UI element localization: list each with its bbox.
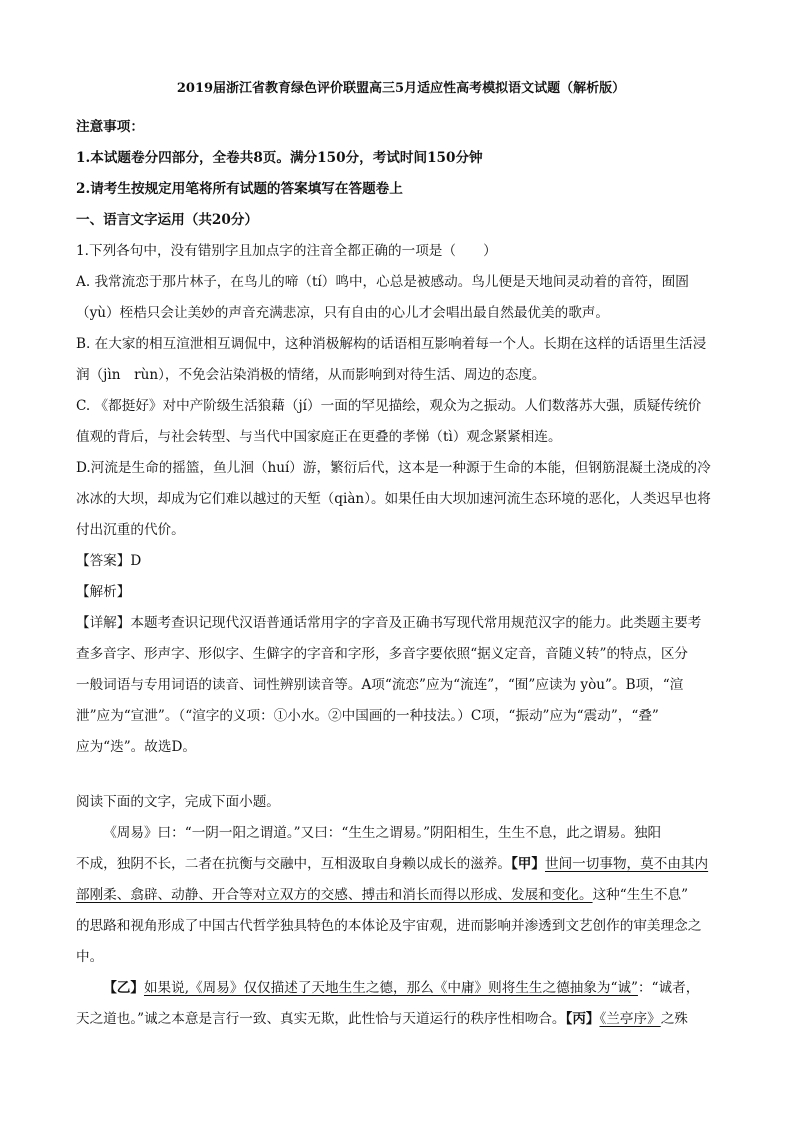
notice-heading: 注意事项： xyxy=(76,119,144,135)
option-a xyxy=(76,267,726,329)
passage-p1-line-2 xyxy=(76,849,726,880)
option-a-line-2: （yù）桎梏只会让美妙的声音充满悲凉，只有自由的心儿才会唱出最自然最优美的歌声。 xyxy=(76,305,609,321)
underlined-sentence-yi: 如果说,《周易》仅仅描述了天地生生之德，那么《中庸》则将生生之德抽象为“诚” xyxy=(143,980,638,996)
option-c-line-1: C. 《都挺好》对中产阶级生活狼藉（jí）一面的罕见描绘，观众为之振动。人们数落苏大强，质疑传统价 xyxy=(76,398,702,414)
option-d-line-1: D.河流是生命的摇篮，鱼儿洄（huí）游，繁衍后代，这本是一种源于生命的本能，但钢筋混凝土浇成的冷 xyxy=(76,460,711,476)
question-stem: 1.下列各句中，没有错别字且加点字的注音全都正确的一项是（ ） xyxy=(76,243,497,259)
option-b-line-2: 润（jìn rùn），不免会沾染消极的情绪，从而影响到对待生活、周边的态度。 xyxy=(76,367,546,383)
option-d-line-3: 付出沉重的代价。 xyxy=(76,522,185,538)
analysis-line-5: 应为“迭”。故选D。 xyxy=(76,739,196,755)
passage-p1-line-2-text: 不成，独阴不长，二者在抗衡与交融中，互相汲取自身赖以成长的滋养。 xyxy=(76,856,511,872)
passage-p2-line-2-text: 天之道也。”诚之本意是言行一致、真实无欺，此性恰与天道运行的秩序性相吻合。 xyxy=(76,1011,566,1027)
passage-p1-line-3-rest: 这种“生生不息” xyxy=(592,887,689,903)
passage-p1-line-1: 《周易》曰：“一阴一阳之谓道。”又曰：“生生之谓易。”阴阳相生，生生不息，此之谓易。独阳 xyxy=(103,825,662,841)
passage-p1-line-5: 中。 xyxy=(76,949,104,965)
underlined-sentence-jia-part-1: 世间一切事物，莫不由其内 xyxy=(544,856,709,872)
option-c xyxy=(76,391,726,453)
underlined-sentence-jia-part-2: 部刚柔、翕辟、动静、开合等对立双方的交感、搏击和消长而得以形成、发展和变化。 xyxy=(76,887,593,903)
section-heading: 一、语言文字运用（共20分） xyxy=(76,212,259,228)
option-d xyxy=(76,453,726,546)
marker-bing: 【丙】 xyxy=(565,1011,600,1027)
answer-line: 【答案】D xyxy=(76,553,142,569)
analysis-line-2: 查多音字、形声字、形似字、生僻字的字音和字形，多音字要依照“据义定音，音随义转”的特点，区分 xyxy=(76,646,689,662)
analysis-body xyxy=(76,608,726,763)
analysis-heading: 【解析】 xyxy=(76,584,131,600)
option-b-line-1: B. 在大家的相互渲泄相互调侃中，这种消极解构的话语相互影响着每一个人。长期在这样的话语里生活浸 xyxy=(76,336,707,352)
passage-p1-line-3 xyxy=(76,880,726,911)
reading-passage xyxy=(76,818,726,1035)
analysis-line-1: 【详解】本题考查识记现代汉语普通话常用字的字音及正确书写现代常用规范汉字的能力。此类题主要考 xyxy=(76,615,702,631)
analysis-line-4: 泄”应为“宣泄”。（“渲字的义项：①小水。②中国画的一种技法。）C项，“振动”应为“震动”，“叠” xyxy=(76,708,659,724)
analysis-line-3: 一般词语与专用词语的读音、词性辨别读音等。A项“流恋”应为“流连”，“囿”应读为 yòu”。B项，“渲 xyxy=(76,677,684,693)
notice-item-1: 1.本试题卷分四部分，全卷共8页。满分150分，考试时间150分钟 xyxy=(76,150,483,166)
page-title: 2019届浙江省教育绿色评价联盟高三5月适应性高考模拟语文试题（解析版） xyxy=(176,81,626,96)
notice-item-2: 2.请考生按规定用笔将所有试题的答案填写在答题卷上 xyxy=(76,181,403,197)
option-c-line-2: 值观的背后，与社会转型、与当代中国家庭正在更叠的孝悌（tì）观念紧紧相连。 xyxy=(76,429,562,445)
passage-p2-line-2-tail: 之殊 xyxy=(660,1011,688,1027)
marker-yi: 【乙】 xyxy=(103,980,144,996)
underlined-title-lantingxu: 《兰亭序》 xyxy=(599,1011,661,1027)
option-a-line-1: A. 我常流恋于那片林子，在鸟儿的啼（tí）鸣中，心总是被感动。鸟儿便是天地间灵动着的音符，囿圄 xyxy=(76,274,689,290)
option-b xyxy=(76,329,726,391)
option-d-line-2: 冰冰的大坝，却成为它们难以越过的天堑（qiàn）。如果任由大坝加速河流生态环境的恶化，人类迟早也将 xyxy=(76,491,711,507)
marker-jia: 【甲】 xyxy=(511,856,545,872)
passage-p2-line-2 xyxy=(76,1004,726,1035)
passage-p2-line-1 xyxy=(76,973,726,1004)
reading-intro: 阅读下面的文字，完成下面小题。 xyxy=(76,794,280,810)
passage-p1-line-4: 的思路和视角形成了中国古代哲学独具特色的本体论及宇宙观，进而影响并渗透到文艺创作的审美理念之 xyxy=(76,918,702,934)
section-spacer xyxy=(76,763,726,787)
passage-p2-line-1-rest: ：“诚者， xyxy=(637,980,700,996)
